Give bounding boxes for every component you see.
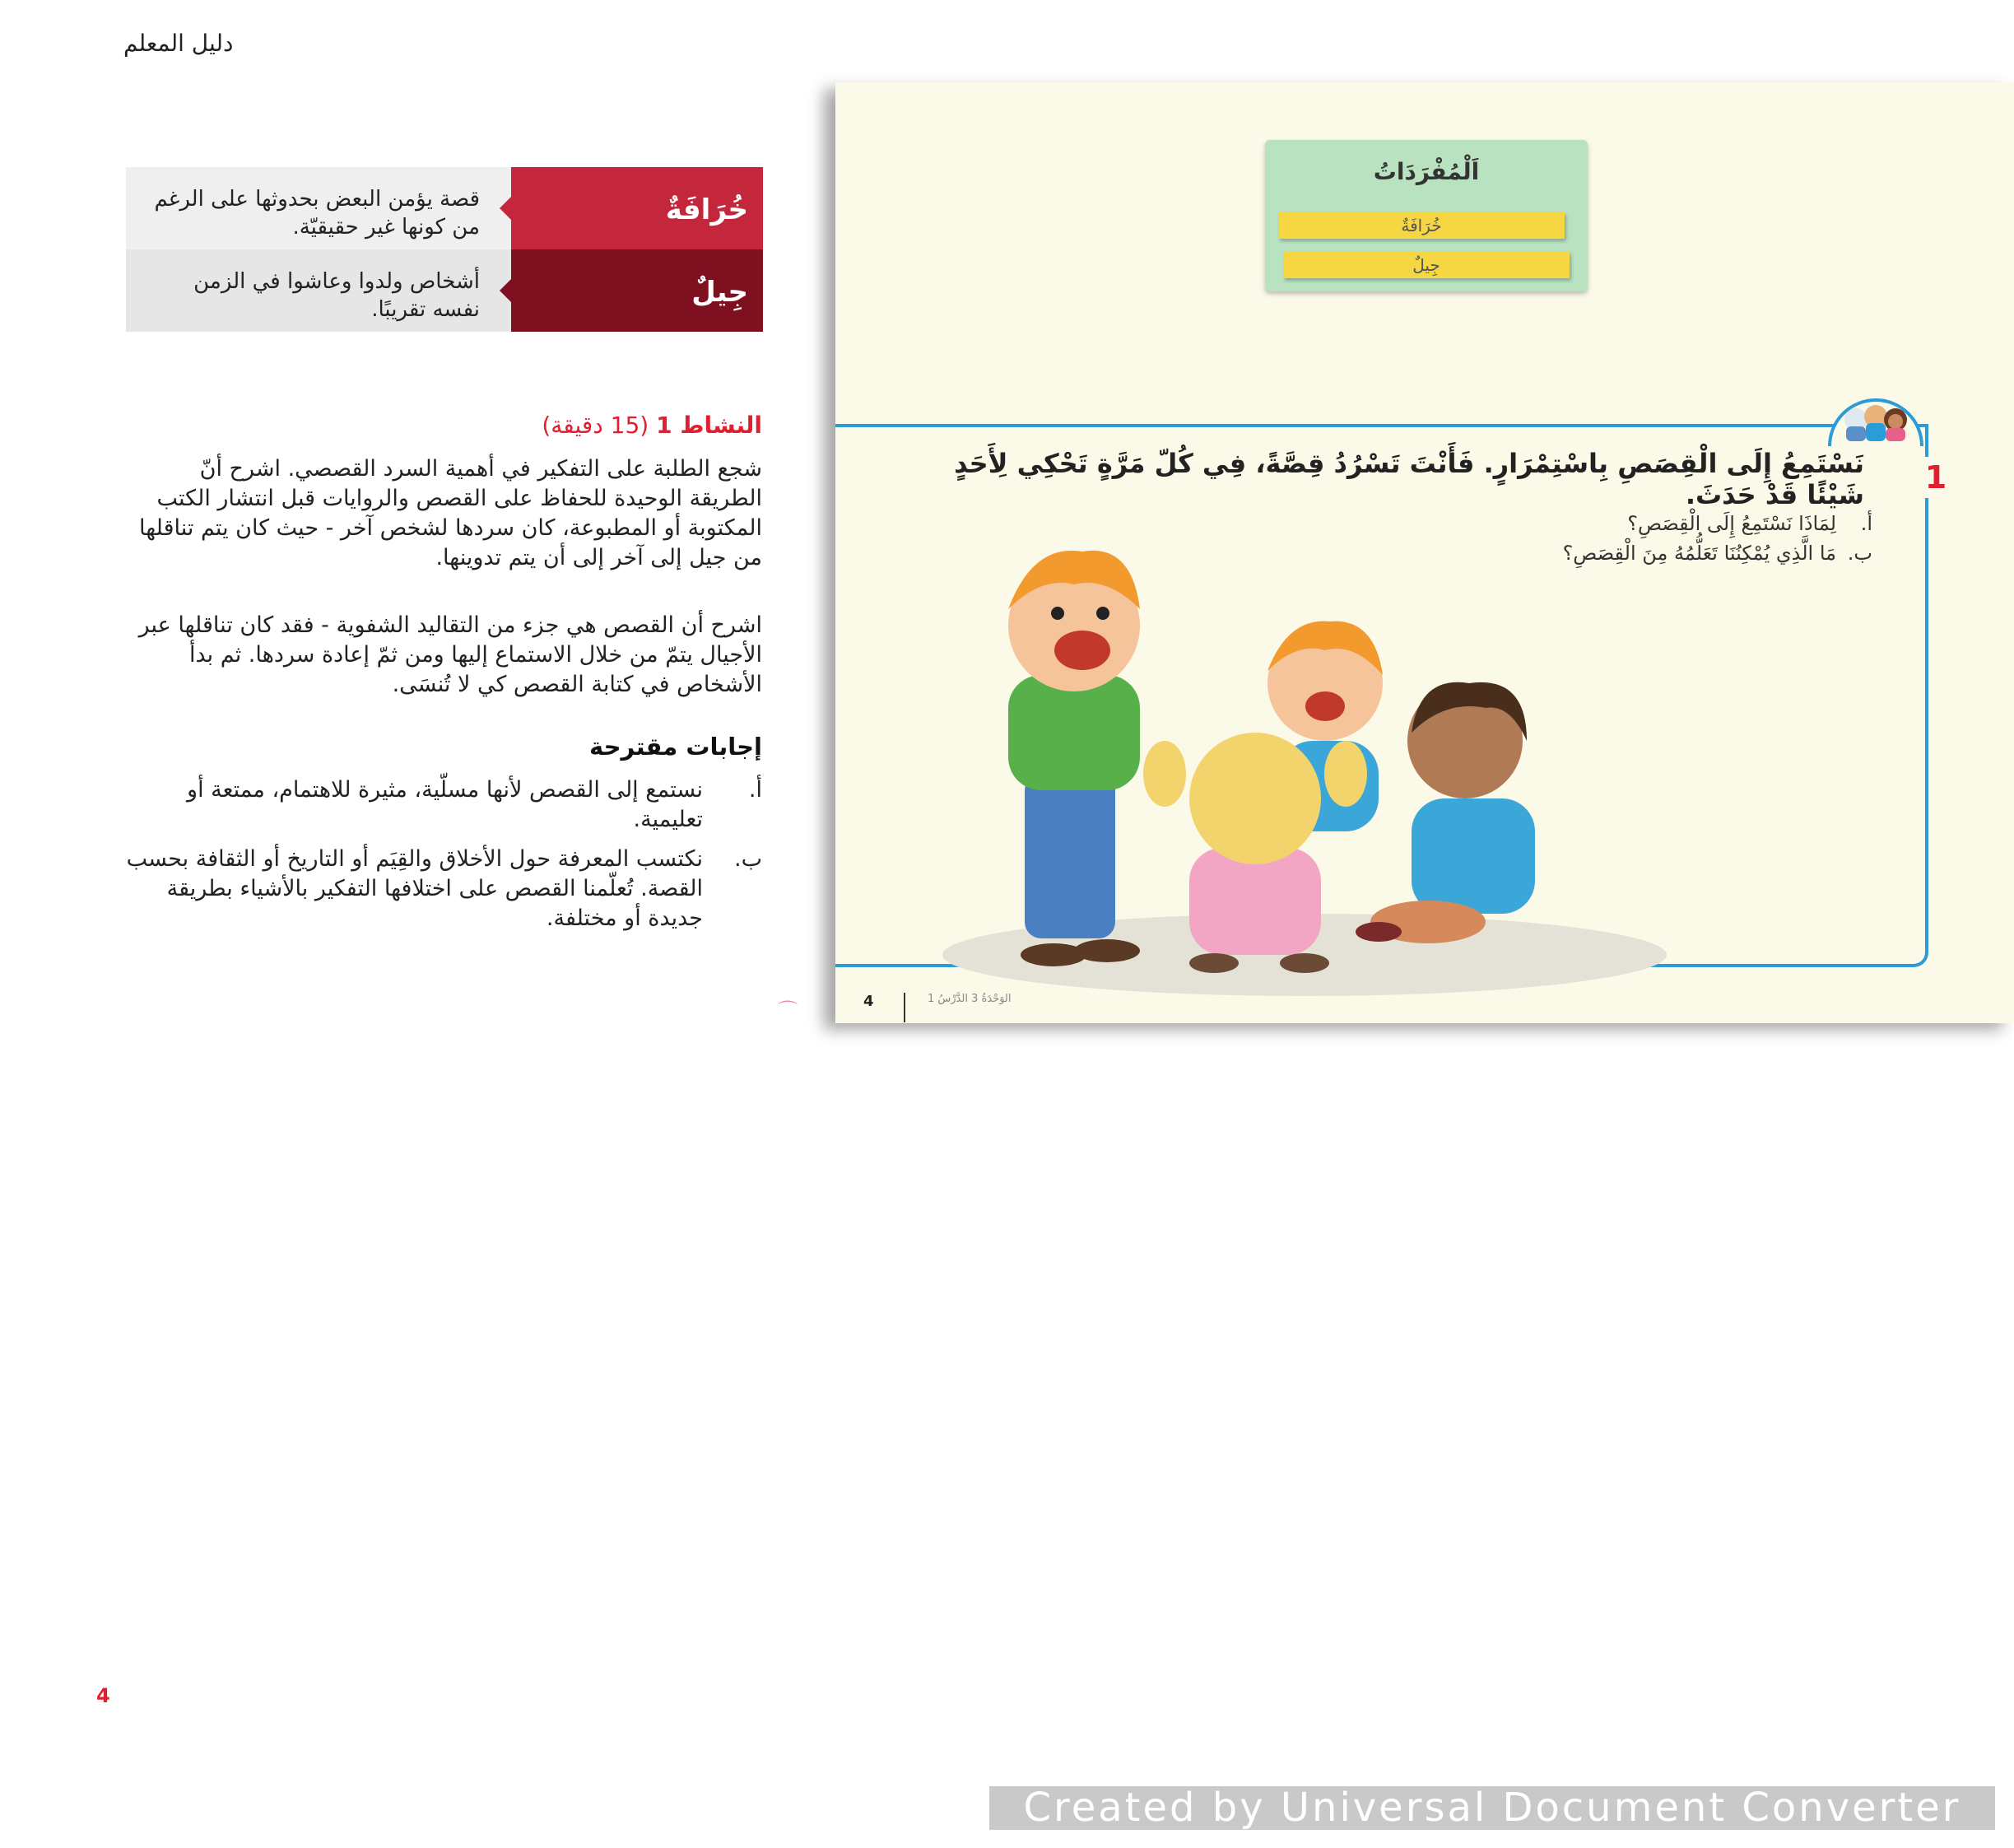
- page-header-title: دليل المعلم: [123, 30, 234, 57]
- listening-kids-icon: [1823, 390, 1928, 448]
- vocabulary-row: [126, 167, 763, 249]
- vocabulary-box-title: اَلْمُفْرَدَاتُ: [1373, 158, 1480, 185]
- answer-item: [123, 845, 762, 933]
- vocabulary-table: [126, 167, 763, 332]
- book-page-number: 4: [863, 993, 874, 1010]
- page-number: 4: [96, 1684, 110, 1707]
- footer-divider: [904, 993, 905, 1022]
- activity-heading: [123, 412, 762, 439]
- exercise-number: 1: [1919, 457, 1952, 498]
- sub-question-text: لِمَاذَا نَسْتَمِعُ إِلَى الْقِصَصِ؟: [1627, 512, 1836, 535]
- children-storytelling-illustration: [918, 527, 1675, 1021]
- answer-letter: ب.: [733, 846, 762, 872]
- student-book-page: [835, 82, 2014, 1023]
- sub-question-text: مَا الَّذِي يُمْكِنُنَا تَعَلُّمُهُ مِنَ الْقِصَصِ؟: [1562, 542, 1836, 565]
- activity-paragraph: شجع الطلبة على التفكير في أهمية السرد القصصي. اشرح أنّ الطريقة الوحيدة للحفاظ على القصص والروايات قبل انتشار الكتب المكتوبة أو المطبوعة، كان سردها لشخص آخر - حيث كان يتم تناقلها من جيل إلى آخر إلى أن يتم تدوينها.: [138, 456, 762, 570]
- watermark-banner: [989, 1786, 1995, 1830]
- answer-text: نستمع إلى القصص لأنها مسلّية، مثيرة للاهتمام، ممتعة أو تعليمية.: [187, 777, 703, 832]
- answer-item: [123, 775, 762, 835]
- answer-text: نكتسب المعرفة حول الأخلاق والقِيَم أو التاريخ أو الثقافة بحسب القصة. تُعلّمنا القصص على اختلافها التفكير بالأشياء بطريقة جديدة أو مختلفة.: [126, 846, 703, 931]
- margin-mark-icon: ⌒: [778, 999, 798, 1022]
- activity-duration: (15 دقيقة): [542, 412, 649, 439]
- activity-paragraph: اشرح أن القصص هي جزء من التقاليد الشفوية - فقد كان تناقلها عبر الأجيال يتمّ من خلال الاستماع إليها ومن ثمّ إعادة سردها. ثم بدأ الأشخاص في كتابة القصص كي لا تُنسَى.: [138, 612, 762, 697]
- sub-question-letter: ب.: [1847, 542, 1872, 565]
- vocabulary-row: [126, 249, 763, 332]
- unit-label: الوَحْدَةُ 3: [971, 993, 1012, 1005]
- vocabulary-term: خُرَافَةٌ: [511, 167, 763, 249]
- answer-letter: أ.: [748, 777, 762, 803]
- vocabulary-definition: أشخاص ولدوا وعاشوا في الزمن نفسه تقريبًا.: [126, 249, 511, 332]
- vocabulary-word-chip: خُرَافَةٌ: [1278, 212, 1565, 239]
- activity-label: النشاط 1: [656, 412, 762, 439]
- book-footer-meta: [928, 993, 1011, 1005]
- lesson-label: الدَّرْسُ 1: [928, 993, 968, 1005]
- vocabulary-box: [1265, 140, 1588, 291]
- vocabulary-definition: قصة يؤمن البعض بحدوثها على الرغم من كونها غير حقيقيّة.: [126, 167, 511, 249]
- exercise-question: نَسْتَمِعُ إِلَى الْقِصَصِ بِاسْتِمْرَارٍ. فَأَنْتَ تَسْرُدُ قِصَّةً، فِي كُلّ مَرَّةٍ تَحْكِي لِأَحَدٍ شَيْئًا قَدْ حَدَثَ.: [954, 448, 1864, 510]
- sub-question-letter: أ.: [1860, 512, 1872, 535]
- answers-heading: إجابات مقترحة: [589, 733, 762, 761]
- watermark-text: Created by Universal Document Converter: [1023, 1785, 1961, 1831]
- vocabulary-word-chip: جِيلٌ: [1283, 252, 1570, 278]
- vocabulary-term: جِيلٌ: [511, 249, 763, 332]
